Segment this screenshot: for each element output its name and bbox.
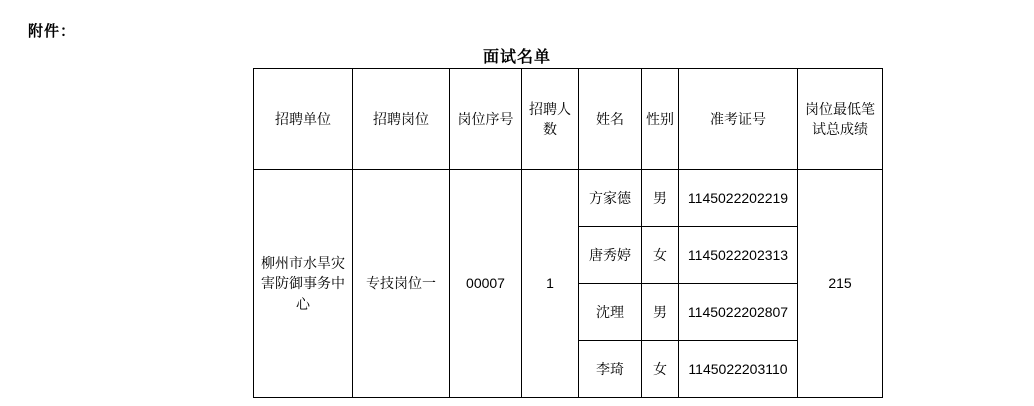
column-header-seq: 岗位序号 <box>450 69 522 170</box>
cell-ticket: 1145022203110 <box>679 341 798 398</box>
column-header-headcount: 招聘人数 <box>522 69 579 170</box>
cell-headcount: 1 <box>522 170 579 398</box>
cell-gender: 女 <box>642 341 679 398</box>
column-header-post: 招聘岗位 <box>353 69 450 170</box>
cell-name: 唐秀婷 <box>579 227 642 284</box>
column-header-name: 姓名 <box>579 69 642 170</box>
cell-unit: 柳州市水旱灾害防御事务中心 <box>254 170 353 398</box>
column-header-ticket: 准考证号 <box>679 69 798 170</box>
interview-list-table <box>253 68 883 398</box>
attachment-label: 附件： <box>28 23 77 40</box>
cell-post: 专技岗位一 <box>353 170 450 398</box>
page-title: 面试名单 <box>482 49 551 66</box>
cell-name: 沈理 <box>579 284 642 341</box>
cell-min-score: 215 <box>798 170 883 398</box>
column-header-unit: 招聘单位 <box>254 69 353 170</box>
interview-list-table-container <box>253 68 882 398</box>
table-row <box>254 170 883 227</box>
cell-ticket: 1145022202219 <box>679 170 798 227</box>
cell-ticket: 1145022202313 <box>679 227 798 284</box>
table-header-row <box>254 69 883 170</box>
cell-ticket: 1145022202807 <box>679 284 798 341</box>
cell-gender: 男 <box>642 170 679 227</box>
cell-gender: 男 <box>642 284 679 341</box>
table-header <box>254 69 883 170</box>
cell-name: 李琦 <box>579 341 642 398</box>
cell-name: 方家德 <box>579 170 642 227</box>
column-header-min-score: 岗位最低笔试总成绩 <box>798 69 883 170</box>
table-body <box>254 170 883 398</box>
column-header-gender: 性别 <box>642 69 679 170</box>
cell-seq: 00007 <box>450 170 522 398</box>
cell-gender: 女 <box>642 227 679 284</box>
